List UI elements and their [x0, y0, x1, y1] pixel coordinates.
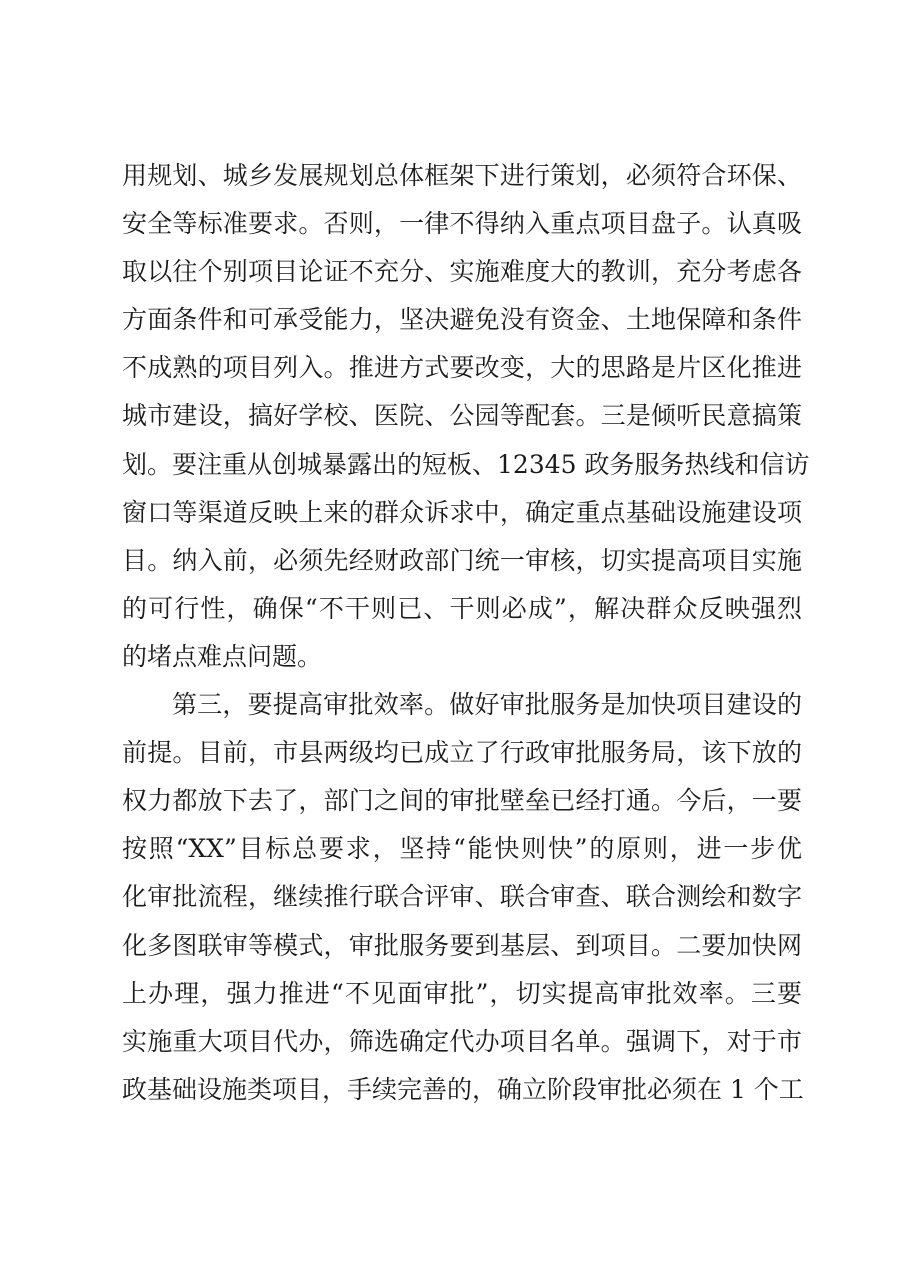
text-line: 窗口等渠道反映上来的群众诉求中，确定重点基础设施建设项 [122, 497, 802, 527]
text-line: 不成熟的项目列入。推进方式要改变，大的思路是片区化推进 [122, 353, 802, 383]
text-line: 权力都放下去了，部门之间的审批壁垒已经打通。今后，一要 [122, 786, 802, 816]
text-line: 目。纳入前，必须先经财政部门统一审核，切实提高项目实施 [122, 545, 802, 575]
text-line: 的堵点难点问题。 [122, 641, 323, 671]
text-line: 政基础设施类项目，手续完善的，确立阶段审批必须在 1 个工 [122, 1074, 804, 1104]
text-line: 划。要注重从创城暴露出的短板、12345 政务服务热线和信访 [122, 449, 810, 479]
text-line: 的可行性，确保“不干则已、干则必成”，解决群众反映强烈 [122, 593, 802, 623]
text-line: 取以往个别项目论证不充分、实施难度大的教训，充分考虑各 [122, 257, 802, 287]
text-line: 安全等标准要求。否则，一律不得纳入重点项目盘子。认真吸 [122, 209, 802, 239]
text-line: 方面条件和可承受能力，坚决避免没有资金、土地保障和条件 [122, 305, 802, 335]
document-body [122, 152, 810, 1114]
text-line: 化审批流程，继续推行联合评审、联合审查、联合测绘和数字 [122, 882, 802, 912]
text-line: 用规划、城乡发展规划总体框架下进行策划，必须符合环保、 [122, 161, 802, 190]
paragraph-1 [122, 152, 810, 681]
text-line: 按照“XX”目标总要求，坚持“能快则快”的原则，进一步优 [122, 834, 802, 864]
text-line: 实施重大项目代办，筛选确定代办项目名单。强调下，对于市 [122, 1026, 802, 1056]
text-line: 化多图联审等模式，审批服务要到基层、到项目。二要加快网 [122, 930, 802, 960]
text-line: 第三，要提高审批效率。做好审批服务是加快项目建设的 [172, 690, 802, 720]
text-line: 城市建设，搞好学校、医院、公园等配套。三是倾听民意搞策 [122, 401, 802, 431]
paragraph-2 [122, 681, 802, 1114]
text-line: 上办理，强力推进“不见面审批”，切实提高审批效率。三要 [122, 978, 802, 1008]
text-line: 前提。目前，市县两级均已成立了行政审批服务局，该下放的 [122, 738, 802, 768]
